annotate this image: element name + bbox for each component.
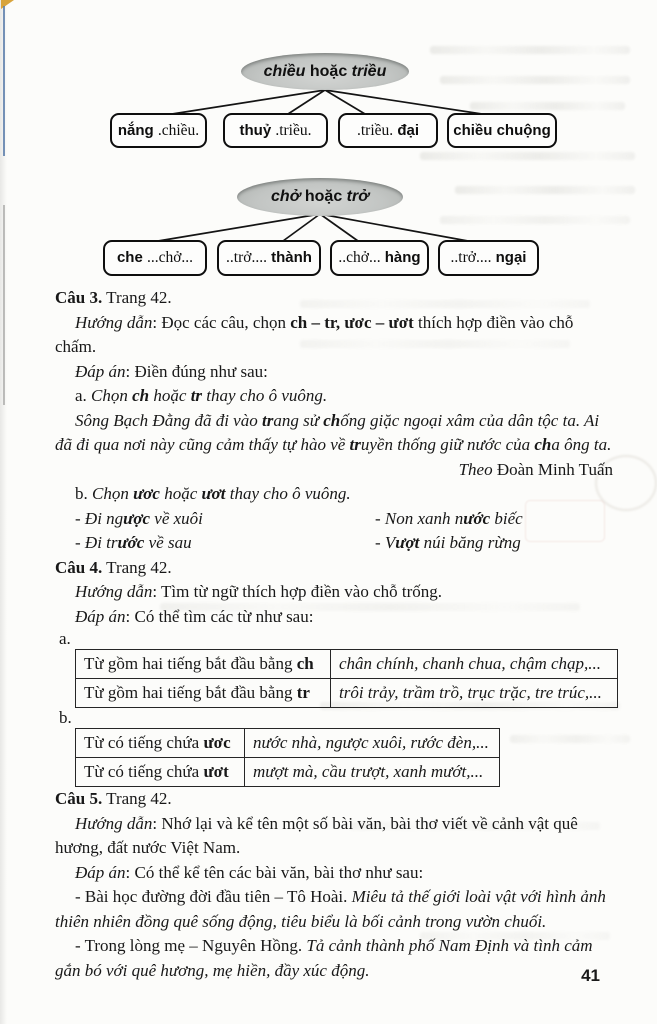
diagram1-box-nang-chieu: [110, 113, 207, 148]
cau5-heading: Câu 5. Trang 42.: [55, 789, 172, 808]
diagram-connector-lines: [0, 0, 657, 290]
table-term-cell: Từ gồm hai tiếng bắt đầu bằng ch: [76, 650, 331, 679]
diagram2-box-che-cho: [103, 240, 207, 276]
diagram2-box-label: ..trở.... thành: [226, 249, 312, 266]
diagram1-box-thuy-trieu: [223, 113, 328, 148]
cau4-table-b: [75, 728, 500, 787]
diagram1-box-label: thuỷ .triều.: [239, 121, 312, 139]
diagram1-root-node: [241, 53, 409, 90]
diagram2-box-label: ..chở... hàng: [338, 249, 421, 266]
answer-item: - Đi trước về sau: [75, 533, 192, 552]
cau4-label-a: a.: [59, 629, 71, 648]
diagram1-box-label: chiều chuộng: [453, 122, 551, 139]
table-examples-cell: chân chính, chanh chua, chậm chạp,...: [331, 650, 618, 679]
cau5-item: - Trong lòng mẹ – Nguyên Hồng. Tả cảnh thành phố Nam Định và tình cảm gắn bó với quê hương, mẹ hiền, đầy xúc động.: [55, 936, 593, 980]
cau5-item: - Bài học đường đời đầu tiên – Tô Hoài. Miêu tả thế giới loài vật với hình ảnh thiên nhiên đồng quê sống động, tiêu biểu là bối cảnh trong vườn chuối.: [55, 887, 606, 931]
answer-item: - Đi ngược về xuôi: [75, 508, 203, 528]
table-term-cell: Từ gồm hai tiếng bắt đầu bằng tr: [76, 679, 331, 708]
answer-item: - Non xanh nước biếc: [375, 508, 523, 528]
diagram2-box-tro-ngai: [438, 240, 539, 276]
cau4-huong-dan: Hướng dẫn: Tìm từ ngữ thích hợp điền vào chỗ trống.: [75, 582, 442, 601]
cau3-answer-row: [55, 507, 617, 532]
table-row: [76, 650, 618, 679]
diagram2-root-label: chở hoặc trở: [271, 188, 369, 205]
diagram1-root-label: chiều hoặc triều: [263, 62, 387, 80]
cau3-part-b: b. Chọn ươc hoặc ươt thay cho ô vuông.: [75, 484, 351, 503]
table-term-cell: Từ có tiếng chứa ươt: [76, 758, 245, 787]
diagram2-box-label: ..trở.... ngại: [450, 249, 527, 266]
diagram1-box-label: .triều. đại: [357, 121, 419, 139]
diagram2-box-cho-hang: [330, 240, 429, 276]
table-row: [76, 729, 500, 758]
diagram2-box-tro-thanh: [217, 240, 321, 276]
table-row: [76, 758, 500, 787]
answer-item: - Vượt núi băng rừng: [375, 533, 521, 552]
table-examples-cell: mượt mà, cầu trượt, xanh mướt,...: [245, 758, 500, 787]
cau3-heading: Câu 3. Trang 42.: [55, 288, 172, 307]
cau4-heading: Câu 4. Trang 42.: [55, 557, 172, 577]
cau3-quote-source: Theo Đoàn Minh Tuấn: [458, 459, 613, 479]
table-row: [76, 679, 618, 708]
diagram1-box-trieu-dai: [338, 113, 438, 148]
cau3-quote: Sông Bạch Đằng đã đi vào trang sử chống giặc ngoại xâm của dân tộc ta. Ai đã đi qua nơi này cũng cảm thấy tự hào về truyền thống giữ nước của cha ông ta.: [55, 410, 612, 454]
diagram1-box-chieu-chuong: [447, 113, 557, 148]
table-term-cell: Từ có tiếng chứa ươc: [76, 729, 245, 758]
cau3-answer-row: [55, 531, 617, 556]
cau3-huong-dan: Hướng dẫn: Đọc các câu, chọn ch – tr, ươc – ươt thích hợp điền vào chỗ chấm.: [55, 312, 574, 356]
page-number: 41: [581, 966, 600, 985]
cau5-huong-dan: Hướng dẫn: Nhớ lại và kể tên một số bài văn, bài thơ viết về cảnh vật quê hương, đất nước Việt Nam.: [55, 813, 578, 857]
diagram1-box-label: nắng .chiều.: [117, 121, 200, 139]
cau5-dap-an: Đáp án: Có thể kể tên các bài văn, bài thơ như sau:: [75, 862, 424, 882]
cau3-part-a: a. Chọn ch hoặc tr thay cho ô vuông.: [75, 386, 328, 405]
cau4-table-a: [75, 649, 618, 708]
diagram2-root-node: [237, 178, 403, 216]
table-examples-cell: nước nhà, ngược xuôi, rước đèn,...: [245, 729, 500, 758]
page-content: [55, 286, 617, 983]
cau3-dap-an: Đáp án: Điền đúng như sau:: [75, 361, 268, 381]
cau4-dap-an: Đáp án: Có thể tìm các từ như sau:: [75, 606, 314, 626]
diagram2-box-label: che ...chở...: [116, 249, 194, 266]
table-examples-cell: trôi trảy, trầm trồ, trục trặc, tre trúc,...: [331, 679, 618, 708]
cau4-label-b: b.: [59, 708, 72, 727]
